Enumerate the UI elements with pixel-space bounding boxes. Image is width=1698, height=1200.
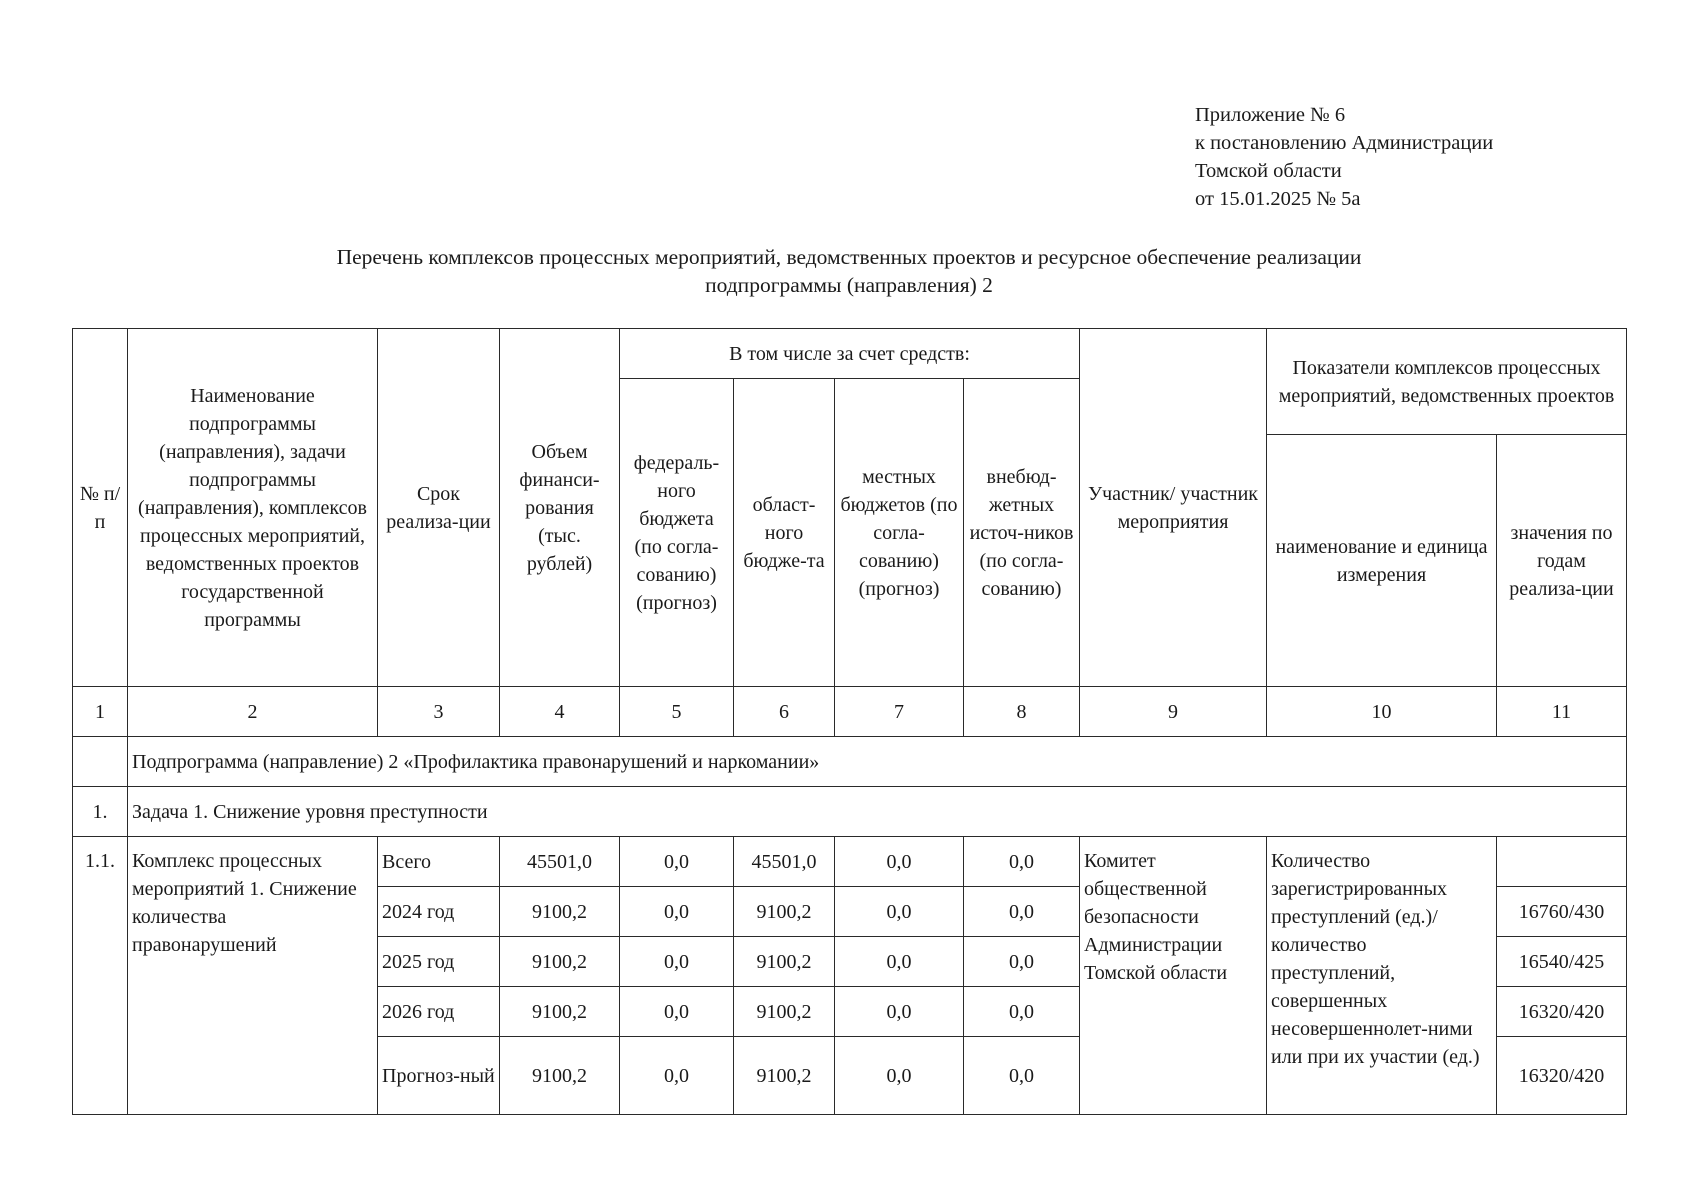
title-line: Перечень комплексов процессных мероприятий, ведомственных проектов и ресурсное обеспечение реализации: [336, 245, 1362, 269]
term-cell: Прогноз-ный: [378, 1037, 500, 1115]
header-indicator-values: значения по годам реализа-ции: [1497, 435, 1627, 687]
header-extra: внебюд-жетных источ-ников (по согла-сованию): [964, 379, 1080, 687]
task-row: [73, 787, 1627, 837]
complex-num: 1.1.: [73, 837, 128, 1115]
local-cell: 0,0: [835, 987, 964, 1037]
subprogram-title: Подпрограмма (направление) 2 «Профилактика правонарушений и наркомании»: [128, 737, 1627, 787]
volume-cell: 9100,2: [500, 887, 620, 937]
local-cell: 0,0: [835, 937, 964, 987]
volume-cell: 9100,2: [500, 937, 620, 987]
indicator-value-cell: [1497, 837, 1627, 887]
header-participant: Участник/ участник мероприятия: [1080, 329, 1267, 687]
participant-cell: Комитет общественной безопасности Администрации Томской области: [1080, 837, 1267, 1115]
extra-cell: 0,0: [964, 837, 1080, 887]
resource-table: [72, 328, 1627, 1115]
task-num: 1.: [73, 787, 128, 837]
column-number: 7: [835, 687, 964, 737]
indicator-value-cell: 16320/420: [1497, 987, 1627, 1037]
column-number: 11: [1497, 687, 1627, 737]
federal-cell: 0,0: [620, 1037, 734, 1115]
column-number: 3: [378, 687, 500, 737]
appendix-line: от 15.01.2025 № 5а: [1195, 188, 1361, 210]
subprogram-num-cell: [73, 737, 128, 787]
header-indicator-name: наименование и единица измерения: [1267, 435, 1497, 687]
indicator-value-cell: 16760/430: [1497, 887, 1627, 937]
extra-cell: 0,0: [964, 1037, 1080, 1115]
regional-cell: 9100,2: [734, 937, 835, 987]
task-title: Задача 1. Снижение уровня преступности: [128, 787, 1627, 837]
column-number: 10: [1267, 687, 1497, 737]
term-cell: 2026 год: [378, 987, 500, 1037]
header-volume: Объем финанси-рования (тыс. рублей): [500, 329, 620, 687]
indicator-value-cell: 16320/420: [1497, 1037, 1627, 1115]
document-title: [72, 243, 1626, 299]
volume-cell: 9100,2: [500, 987, 620, 1037]
extra-cell: 0,0: [964, 887, 1080, 937]
column-number: 1: [73, 687, 128, 737]
federal-cell: 0,0: [620, 987, 734, 1037]
appendix-line: к постановлению Администрации: [1195, 132, 1494, 154]
column-numbers-row: [73, 687, 1627, 737]
header-including: В том числе за счет средств:: [620, 329, 1080, 379]
appendix-line: Приложение № 6: [1195, 104, 1346, 126]
appendix-line: Томской области: [1195, 160, 1342, 182]
table-row: [73, 837, 1627, 887]
appendix-block: [1195, 101, 1493, 213]
local-cell: 0,0: [835, 837, 964, 887]
federal-cell: 0,0: [620, 937, 734, 987]
column-number: 8: [964, 687, 1080, 737]
column-number: 5: [620, 687, 734, 737]
extra-cell: 0,0: [964, 987, 1080, 1037]
indicator-value-cell: 16540/425: [1497, 937, 1627, 987]
regional-cell: 45501,0: [734, 837, 835, 887]
volume-cell: 9100,2: [500, 1037, 620, 1115]
header-local: местных бюджетов (по согла-сованию) (прогноз): [835, 379, 964, 687]
term-cell: Всего: [378, 837, 500, 887]
federal-cell: 0,0: [620, 887, 734, 937]
subprogram-row: [73, 737, 1627, 787]
header-indicators: Показатели комплексов процессных мероприятий, ведомственных проектов: [1267, 329, 1627, 435]
column-number: 4: [500, 687, 620, 737]
term-cell: 2025 год: [378, 937, 500, 987]
title-line: подпрограммы (направления) 2: [705, 273, 993, 297]
column-number: 9: [1080, 687, 1267, 737]
header-regional: област-ного бюдже-та: [734, 379, 835, 687]
term-cell: 2024 год: [378, 887, 500, 937]
local-cell: 0,0: [835, 1037, 964, 1115]
regional-cell: 9100,2: [734, 1037, 835, 1115]
local-cell: 0,0: [835, 887, 964, 937]
column-number: 6: [734, 687, 835, 737]
indicator-name-cell: Количество зарегистрированных преступлений (ед.)/количество преступлений, совершенных несовершеннолет-ними или при их участии (ед.): [1267, 837, 1497, 1115]
header-name: Наименование подпрограммы (направления), задачи подпрограммы (направления), комплексов процессных мероприятий, ведомственных проектов государственной программы: [128, 329, 378, 687]
extra-cell: 0,0: [964, 937, 1080, 987]
regional-cell: 9100,2: [734, 887, 835, 937]
regional-cell: 9100,2: [734, 987, 835, 1037]
header-num: № п/п: [73, 329, 128, 687]
column-number: 2: [128, 687, 378, 737]
complex-name: Комплекс процессных мероприятий 1. Снижение количества правонарушений: [128, 837, 378, 1115]
header-federal: федераль-ного бюджета (по согла-сованию) (прогноз): [620, 379, 734, 687]
federal-cell: 0,0: [620, 837, 734, 887]
volume-cell: 45501,0: [500, 837, 620, 887]
header-term: Срок реализа-ции: [378, 329, 500, 687]
